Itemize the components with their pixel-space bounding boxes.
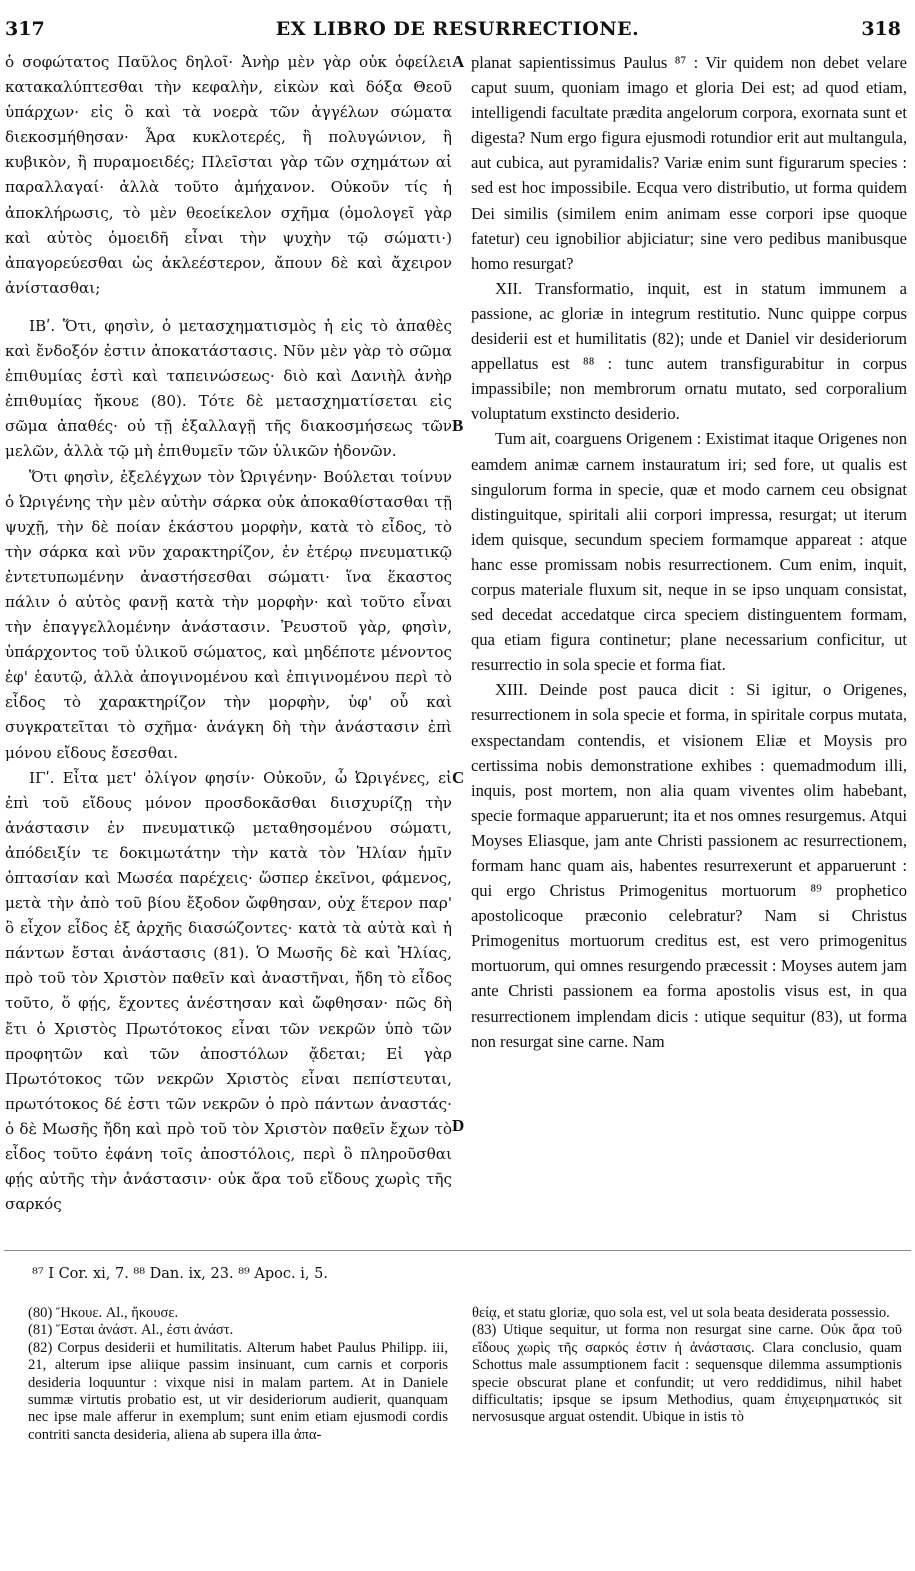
margin-marker-a: A	[452, 52, 465, 71]
latin-paragraph: XIII. Deinde post pauca dicit : Si igitur, o Origenes, resurrectionem in sola specie et forma, in spiritale corpus mutata, exspectandam contendis, et visionem Eliæ et Moysis pro certissima nobis demonstratione exhibes : quemadmodum illi, inquis, post mortem, non alia quam viventes olim habebant, specie formaque apparuerunt; ita et nos omnes resurgemus. Atqui Moyses Eliasque, jam ante Christi passionem ac resurrectionem, formam hanc quam ais, habentes resurrexerunt et apparuerunt : qui ergo Christus Primogenitus mortuorum ⁸⁹ prophetico apostolicoque præconio celebratur? Nam si Christus Primogenitus mortuorum creditus est, est vero primogenitus mortuorum, qui omnes resurgendo præcessit : Moyses autem jam ante Christi passionem ea forma apostolis visus est, in qua resurrectionem implendam dicis : utique sequitur (83), ut forma non resurgat sine carne. Nam	[471, 680, 907, 1051]
margin-marker-b: B	[452, 416, 464, 435]
right-page-number: 318	[861, 18, 901, 40]
latin-paragraph: XII. Transformatio, inquit, est in statum immunem a passione, ac gloriæ in integrum restitutio. Nunc quippe corpus desiderii est et humilitatis (82); unde et Daniel vir desideriorum appellatus est ⁸⁸ : tunc autem transfigurabitur in corpus impassibile; non membrorum ornatu mutato, sed corporalium voluptatum exstincto desiderio.	[471, 278, 907, 424]
left-page-number: 317	[5, 18, 45, 40]
scripture-references: ⁸⁷ I Cor. xi, 7. ⁸⁸ Dan. ix, 23. ⁸⁹ Apoc. i, 5.	[32, 1266, 328, 1282]
note-81: (81) Ἔσται ἀνάστ. Al., ἐστι ἀνάστ.	[28, 1322, 234, 1339]
latin-column	[471, 50, 907, 1054]
note-82-continuation: θείᾳ, et statu gloriæ, quo sola est, vel ut sola beata desiderata possessio.	[472, 1305, 890, 1321]
note-82: (82) Corpus desiderii et humilitatis. Alterum habet Paulus Philipp. iii, 21, alterum ipse aliique passim insinuant, cum carnis et corporis desideria loquuntur : vixque nisi in malam partem. At in Daniele summæ virtutis probatio est, ut vir desideriorum audierit, quanquam nec ipse male afferur in exemplum; sunt enim etiam ejusmodi cordis contriti sancta desideria, aliena ab supera illa ἀπα-	[28, 1339, 448, 1443]
note-83: (83) Utique sequitur, ut forma non resurgat sine carne. Οὐκ ἄρα τοῦ εἴδους χωρὶς τῆς σαρκός ἐστιν ἡ ἀνάστασις. Clara conclusio, quam Schottus male assumptionem facit : sequensque dilemma assumptionis specie obscurat plane et confundit; ut vero reddidimus, nihil habet difficultatis; ipsque se ipsum Methodius, quam ἐπιχειρηματικός sit nervosusque arguat ostendit. Ubique in istis τὸ	[472, 1322, 902, 1426]
running-title: EX LIBRO DE RESURRECTIONE.	[275, 18, 640, 40]
greek-paragraph: ΙΓʹ. Εἶτα μετ' ὀλίγον φησίν· Οὐκοῦν, ὦ Ὠριγένες, εἰ ἐπὶ τοῦ εἴδους μόνον προσδοκᾶσθαι διισχυρίζῃ τὴν ἀνάστασιν ἐν πνευματικῷ μεταθησομένου σώματι, ἀπόδειξίν τε δοκιμωτάτην τὴν κατὰ τὸν Ἡλίαν ἡμῖν ὀπτασίαν καὶ Μωσέα παρέχεις· ὥσπερ ἐκεῖνοι, φάμενος, μετὰ τὴν ἀπὸ τοῦ βίου ἔξοδον ὤφθησαν, οὐχ ἕτερον παρ' ὃ εἶχον εἶδος ἐξ ἀρχῆς διασώζοντες· κατὰ τὰ αὐτὰ καὶ ἡ πάντων ἔσται ἀνάστασις (81). Ὁ Μωσῆς δὲ καὶ Ἡλίας, πρὸ τοῦ τὸν Χριστὸν παθεῖν καὶ ἀναστῆναι, ἤδη τὸ εἶδος τοῦτο, ὅ φῄς, ἔχοντες ἀνέστησαν καὶ ὤφθησαν· πῶς δὴ ἔτι ὁ Χριστὸς Πρωτότοκος εἶναι τῶν νεκρῶν ὑπὸ τῶν προφητῶν καὶ τῶν ἀποστόλων ᾄδεται; Εἰ γὰρ Πρωτότοκος τῶν νεκρῶν Χριστὸς εἶναι πεπίστευται, πρωτότοκος δέ ἐστι τῶν νεκρῶν ὁ πρὸ πάντων ἀναστάς· ὁ δὲ Μωσῆς ἤδη καὶ πρὸ τοῦ τὸν Χριστὸν παθεῖν ἔχων τὸ εἶδος τοῦτο ἐφάνη τοῖς ἀποστόλοις, περὶ ὃ πληροῦσθαι φῄς αὐτῆς τὴν ἀνάστασιν· οὐκ ἄρα τοῦ εἴδους χωρὶς τῆς σαρκός	[5, 768, 452, 1214]
latin-paragraph: Tum ait, coarguens Origenem : Existimat itaque Origenes non eamdem animæ carnem instauratum iri; sed fore, ut qualis est singulorum forma in specie, quæ et modo carnem ceu obsignat distinguitque, spiritali alii corpori impressa, resurgat; ut iterum idem quisque, secundum speciem formamque appareat : atque hanc esse promissam nobis resurrectionem. Cum enim, inquit, corpus materiale fluxum sit, neque in se ipso unquam consistat, sed decedat accedatque circa speciem distinguentem formam, qua etiam figura continetur; plane necessarium conficitur, ut resurrectio in sola specie et forma fiat.	[471, 429, 907, 675]
greek-column	[5, 50, 452, 1217]
notes-left-column	[28, 1305, 448, 1444]
footnote-divider	[4, 1250, 911, 1251]
note-80: (80) Ἤκουε. Al., ἤκουσε.	[28, 1305, 179, 1321]
notes-right-column	[472, 1305, 902, 1427]
latin-paragraph: planat sapientissimus Paulus ⁸⁷ : Vir quidem non debet velare caput suum, quoniam imago et gloria Dei est; ad quod etiam, intelligendi facultate prædita angelorum corpora, exornata sunt et digesta? Num ergo figura ejusmodi rotundior erit aut multangula, aut cubica, aut pyramidalis? Variæ enim sunt figurarum species : sed est hoc impossibile. Ecqua vero distributio, ut forma quidem Dei similis (similem enim animam esse corpori ipse quoque fatetur) ceu ignobilior abjiciatur; sine vero pedibus manibusque homo resurgat?	[471, 53, 907, 273]
greek-paragraph: ὁ σοφώτατος Παῦλος δηλοῖ· Ἀνὴρ μὲν γὰρ οὐκ ὀφείλει κατακαλύπτεσθαι τὴν κεφαλὴν, εἰκὼν καὶ δόξα Θεοῦ ὑπάρχων· εἰς ὃ καὶ τὰ νοερὰ τῶν ἀγγέλων σώματα διεκοσμήθησαν· Ἆρα κυκλοτερές, ἢ πολυγώνιον, ἢ κυβικὸν, ἢ πυραμοειδές; Πλεῖσται γὰρ τῶν σχημάτων αἱ παραλλαγαί· ἀλλὰ τοῦτο ἀμήχανον. Οὐκοῦν τίς ἡ ἀποκλήρωσις, τὸ μὲν θεοείκελον σχῆμα (ὁμολογεῖ γὰρ καὶ αὐτὸς ὁμοειδῆ εἶναι τὴν ψυχὴν τῷ σώματι·) ἀπαγορεύεσθαι ὡς ἀκλεέστερον, ἄπουν δὲ καὶ ἄχειρον ἀνίστασθαι;	[5, 53, 452, 297]
greek-paragraph: ΙΒʹ. Ὅτι, φησὶν, ὁ μετασχηματισμὸς ἡ εἰς τὸ ἀπαθὲς καὶ ἔνδοξόν ἐστιν ἀποκατάστασις. Νῦν μὲν γὰρ τὸ σῶμα ἐπιθυμίας ἐστὶ καὶ ταπεινώσεως· διὸ καὶ Δανιὴλ ἀνὴρ ἐπιθυμίας ἤκουε (80). Τότε δὲ μετασχηματίσεται εἰς σῶμα ἀπαθές· οὐ τῇ ἐξαλλαγῇ τῆς διακοσμήσεως τῶν μελῶν, ἀλλὰ τῷ μὴ ἐπιθυμεῖν τῶν ὑλικῶν ἡδονῶν.	[5, 316, 452, 461]
margin-marker-c: C	[452, 768, 465, 787]
greek-paragraph: Ὅτι φησὶν, ἐξελέγχων τὸν Ὠριγένην· Βούλεται τοίνυν ὁ Ὠριγένης τὴν μὲν αὐτὴν σάρκα οὐκ ἀποκαθίστασθαι τῇ ψυχῇ, τὴν δὲ ποίαν ἑκάστου μορφὴν, κατὰ τὸ εἶδος, τὸ τὴν σάρκα καὶ νῦν χαρακτηρίζον, ἐν ἑτέρῳ πνευματικῷ ἐντετυπωμένην ἀναστήσεσθαι σώματι· ἵνα ἕκαστος πάλιν ὁ αὐτὸς φανῇ κατὰ τὴν μορφὴν· καὶ τοῦτο εἶναι τὴν ἐπαγγελλομένην ἀνάστασιν. Ῥευστοῦ γὰρ, φησὶν, ὑπάρχοντος τοῦ ὑλικοῦ σώματος, καὶ μηδέποτε μένοντος ἐφ' ἑαυτῷ, ἀλλὰ ἀπογινομένου καὶ ἐπιγινομένου περὶ τὸ εἶδος τὸ χαρακτηρίζον τὴν μορφὴν, ὑφ' οὗ καὶ συγκρατεῖται τὸ σχῆμα· ἀνάγκη δὴ τὴν ἀνάστασιν ἐπὶ μόνου εἴδους ἔσεσθαι.	[5, 467, 452, 762]
margin-marker-d: D	[452, 1116, 465, 1135]
